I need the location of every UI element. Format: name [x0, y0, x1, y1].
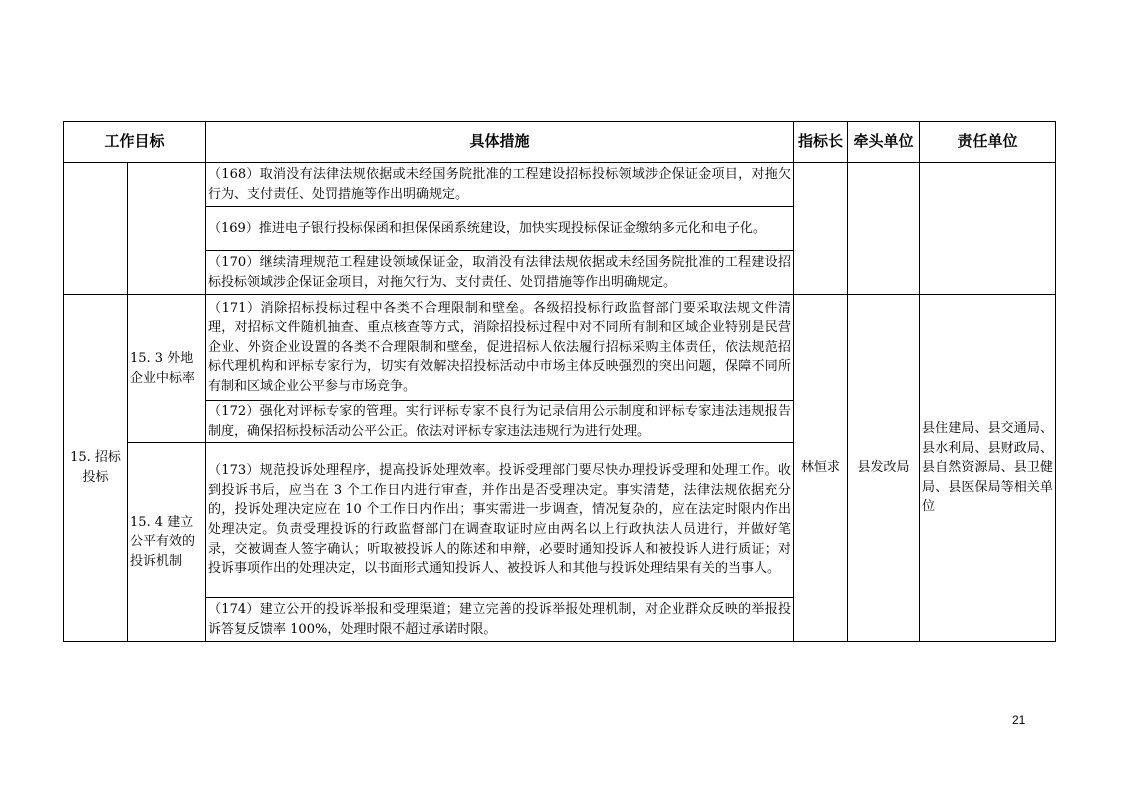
measure-172: （172）强化对评标专家的管理。实行评标专家不良行为记录信用公示制度和评标专家违法违规报告制度，确保招标投标活动公平公正。依法对评标专家违法违规行为进行处理。	[206, 401, 794, 443]
measure-168: （168）取消没有法律法规依据或未经国务院批准的工程建设招标投标领域涉企保证金项目，对拖欠行为、支付责任、处罚措施等作出明确规定。	[206, 163, 794, 207]
empty-lead-cell	[848, 163, 920, 295]
header-indicator-head: 指标长	[794, 122, 848, 163]
table-row	[64, 163, 1056, 207]
lead-unit-cell: 县发改局	[848, 295, 920, 642]
table-row	[64, 295, 1056, 401]
subgoal-15-4: 15. 4 建立公平有效的投诉机制	[128, 443, 206, 642]
measure-174: （174）建立公开的投诉举报和受理渠道；建立完善的投诉举报处理机制，对企业群众反映的举报投诉答复反馈率 100%，处理时限不超过承诺时限。	[206, 598, 794, 642]
header-goal: 工作目标	[64, 122, 206, 163]
empty-indicator-cell	[794, 163, 848, 295]
indicator-head-cell: 林恒求	[794, 295, 848, 642]
goal-cell: 15. 招标投标	[64, 295, 128, 642]
empty-responsible-cell	[920, 163, 1056, 295]
header-responsible-unit: 责任单位	[920, 122, 1056, 163]
measure-169: （169）推进电子银行投标保函和担保保函系统建设，加快实现投标保证金缴纳多元化和电子化。	[206, 207, 794, 251]
page-number: 21	[1012, 713, 1026, 727]
measure-173: （173）规范投诉处理程序，提高投诉处理效率。投诉受理部门要尽快办理投诉受理和处理工作。收到投诉书后，应当在 3 个工作日内进行审查，并作出是否受理决定。事实清楚，法律法规依据充分的，投诉处理决定应在 10 个工作日内作出；事实需进一步调查，情况复杂的，应在法定时限内作出处理决定。负责受理投诉的行政监督部门在调查取证时应由两名以上行政执法人员进行，并做好笔录，交被调查人签字确认；听取被投诉人的陈述和申辩，必要时通知投诉人和被投诉人进行质证；对投诉事项作出的处理决定，以书面形式通知投诉人、被投诉人和其他与投诉处理结果有关的当事人。	[206, 443, 794, 598]
work-plan-table	[63, 121, 1056, 642]
subgoal-15-3: 15. 3 外地企业中标率	[128, 295, 206, 443]
responsible-unit-cell: 县住建局、县交通局、县水利局、县财政局、县自然资源局、县卫健局、县医保局等相关单位	[920, 295, 1056, 642]
header-row	[64, 122, 1056, 163]
measure-171: （171）消除招标投标过程中各类不合理限制和壁垒。各级招投标行政监督部门要采取法规文件清理，对招标文件随机抽查、重点核查等方式，消除招投标过程中对不同所有制和区域企业特别是民营企业、外资企业设置的各类不合理限制和壁垒，促进招标人依法履行招标采购主体责任，依法规范招标代理机构和评标专家行为，切实有效解决招投标活动中市场主体反映强烈的突出问题，保障不同所有制和区域企业公平参与市场竞争。	[206, 295, 794, 401]
measure-170: （170）继续清理规范工程建设领域保证金，取消没有法律法规依据或未经国务院批准的工程建设招标投标领域涉企保证金项目，对拖欠行为、支付责任、处罚措施等作出明确规定。	[206, 251, 794, 295]
empty-subgoal-cell	[128, 163, 206, 295]
header-lead-unit: 牵头单位	[848, 122, 920, 163]
empty-goal-cell	[64, 163, 128, 295]
header-measures: 具体措施	[206, 122, 794, 163]
